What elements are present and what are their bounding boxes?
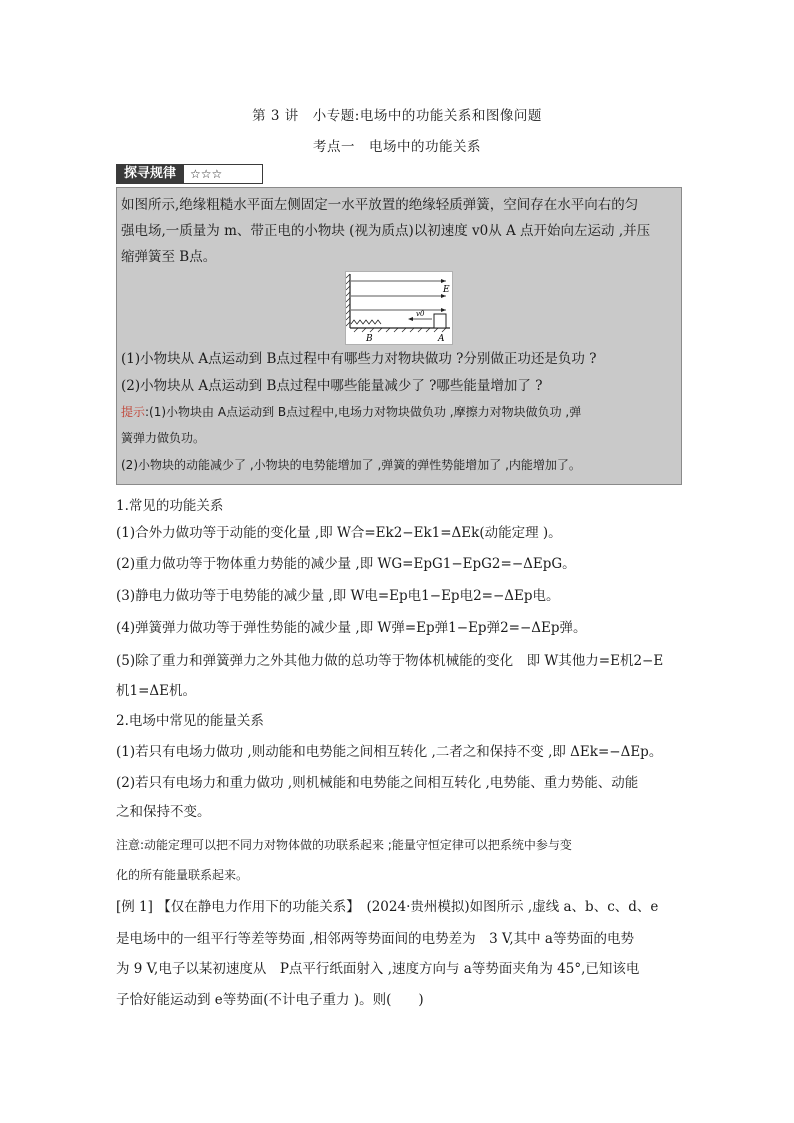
ground-hatch xyxy=(354,328,446,332)
field-arrow-3 xyxy=(441,308,446,312)
spring-block-figure xyxy=(345,271,453,345)
energy-2a: (2)若只有电场力和重力做功 ,则机械能和电势能之间相互转化 ,电势能、重力势能、动能 xyxy=(116,775,639,791)
note-line-2: 化的所有能量联系起来。 xyxy=(116,868,249,882)
velocity-arrow-icon xyxy=(408,317,413,321)
hint-line-1 xyxy=(121,403,581,421)
example-line-4: 子恰好能运动到 e等势面(不计电子重力 )。则( ) xyxy=(116,992,424,1008)
relation-4: (4)弹簧弹力做功等于弹性势能的减少量 ,即 W弹=Ep弹1−Ep弹2=−ΔEp弹。 xyxy=(116,620,587,636)
section-tag xyxy=(116,164,263,184)
star-rating-icon: ☆☆☆ xyxy=(184,164,263,184)
example-line-2: 是电场中的一组平行等差等势面 ,相邻两等势面间的电势差为 3 V,其中 a等势面的电势 xyxy=(116,931,634,947)
relation-2: (2)重力做功等于物体重力势能的减少量 ,即 WG=EpG1−EpG2=−ΔEpG。 xyxy=(116,556,576,572)
hint-label: 提示 xyxy=(121,405,146,419)
spring-icon xyxy=(351,320,381,324)
hint-line-1b: 簧弹力做负功。 xyxy=(121,431,206,445)
hint-line-2: (2)小物块的动能减少了 ,小物块的电势能增加了 ,弹簧的弹性势能增加了 ,内能增加了。 xyxy=(121,458,581,472)
energy-1: (1)若只有电场力做功 ,则动能和电势能之间相互转化 ,二者之和保持不变 ,即 ΔEk=−ΔEp。 xyxy=(116,744,663,760)
tag-label: 探寻规律 xyxy=(116,164,184,184)
hint-text-1: :(1)小物块由 A点运动到 B点过程中,电场力对物块做负功 ,摩擦力对物块做负功 ,弹 xyxy=(145,405,582,419)
label-B: B xyxy=(366,334,373,344)
box-line-2: 强电场,一质量为 m、带正电的小物块 (视为质点)以初速度 v0从 A 点开始向左运动 ,并压 xyxy=(121,223,651,239)
relation-5a: (5)除了重力和弹簧弹力之外其他力做的总功等于物体机械能的变化 即 W其他力=E机2−E xyxy=(116,653,664,669)
example-line-1: [例 1] 【仅在静电力作用下的功能关系】 (2024·贵州模拟)如图所示 ,虚线 a、b、c、d、e xyxy=(116,899,659,915)
wall-hatch xyxy=(346,274,350,326)
energy-2b: 之和保持不变。 xyxy=(116,804,211,820)
heading-energy-relations: 2.电场中常见的能量关系 xyxy=(116,713,264,729)
label-E: E xyxy=(443,285,450,295)
relation-5b: 机1=ΔE机。 xyxy=(116,683,197,699)
note-line-1: 注意:动能定理可以把不同力对物体做的功联系起来 ;能量守恒定律可以把系统中参与变 xyxy=(116,838,572,852)
question-1: (1)小物块从 A点运动到 B点过程中有哪些力对物块做功 ?分别做正功还是负功 ? xyxy=(121,351,597,367)
block-icon xyxy=(434,314,446,328)
relation-1: (1)合外力做功等于动能的变化量 ,即 W合=Ek2−Ek1=ΔEk(动能定理 )。 xyxy=(116,525,562,541)
explore-box xyxy=(116,187,682,485)
example-line-3: 为 9 V,电子以某初速度从 P点平行纸面射入 ,速度方向与 a等势面夹角为 45°,已知该电 xyxy=(116,961,640,977)
figure-svg xyxy=(346,272,452,344)
heading-common-relations: 1.常见的功能关系 xyxy=(116,498,224,514)
relation-3: (3)静电力做功等于电势能的减少量 ,即 W电=Ep电1−Ep电2=−ΔEp电。 xyxy=(116,588,560,604)
lesson-title: 第 3 讲 小专题:电场中的功能关系和图像问题 xyxy=(252,108,542,124)
box-line-1: 如图所示,绝缘粗糙水平面左侧固定一水平放置的绝缘轻质弹簧，空间存在水平向右的匀 xyxy=(121,197,639,213)
question-2: (2)小物块从 A点运动到 B点过程中哪些能量减少了 ?哪些能量增加了 ? xyxy=(121,378,543,394)
label-A: A xyxy=(438,334,445,344)
label-v0: v0 xyxy=(416,310,425,318)
field-arrow-1 xyxy=(441,279,446,283)
box-line-3: 缩弹簧至 B点。 xyxy=(121,249,217,265)
section-subtitle: 考点一 电场中的功能关系 xyxy=(313,139,481,155)
